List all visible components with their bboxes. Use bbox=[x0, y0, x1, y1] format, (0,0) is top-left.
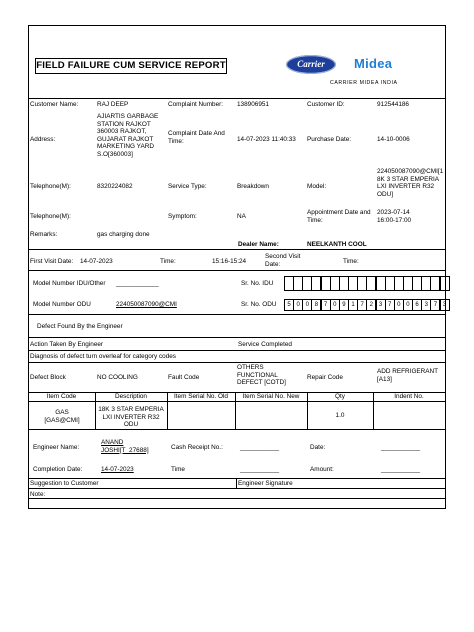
appointment-time: 16:00-17:00 bbox=[377, 217, 412, 224]
action-taken-label: Action Taken By Engineer bbox=[30, 341, 104, 348]
item-description-cell: 18K 3 STAR EMPERIA LXI INVERTER R32 ODU bbox=[98, 406, 164, 429]
divider bbox=[28, 98, 445, 99]
model-value: 224050087090@CMI[1 8K 3 STAR EMPERIA LXI INVERTER R32 ODU] bbox=[377, 168, 444, 198]
date-label: Date: bbox=[310, 444, 326, 451]
purchase-date-value: 14-10-0006 bbox=[377, 136, 410, 143]
sr-odu-digit-cell: 5 bbox=[284, 299, 294, 311]
col-header: Item Code bbox=[46, 393, 77, 400]
engineer-name-label: Engineer Name: bbox=[33, 444, 80, 451]
cash-receipt-label: Cash Receipt No.: bbox=[171, 444, 223, 451]
service-completed-text: Service Completed bbox=[238, 341, 292, 348]
idu-model-label: Model Number IDU/Other bbox=[33, 280, 106, 287]
completion-date-label: Completion Date: bbox=[33, 466, 83, 473]
defect-found-label: Defect Found By the Engineer bbox=[37, 323, 123, 330]
sr-odu-digit-cell: 3 bbox=[440, 299, 450, 311]
fault-code-value: OTHERS FUNCTIONAL DEFECT [COTD] bbox=[237, 364, 286, 387]
sr-idu-label: Sr. No. IDU bbox=[241, 280, 274, 287]
sr-odu-digit-cell: 7 bbox=[321, 299, 331, 311]
symptom-value: NA bbox=[237, 213, 246, 220]
repair-code-value: ADD REFRIGERANT [A13] bbox=[377, 368, 438, 383]
telephone2-label: Telephone(M): bbox=[30, 213, 71, 220]
odu-model-value: 224050087090@CMI bbox=[116, 301, 177, 308]
sr-odu-digit-cell: 9 bbox=[339, 299, 349, 311]
model-label: Model: bbox=[307, 183, 327, 190]
cash-receipt-value: ___________ bbox=[240, 444, 280, 451]
col-header: Description bbox=[115, 393, 147, 400]
idu-model-value: ____________ bbox=[116, 280, 159, 287]
customer-id-label: Customer ID: bbox=[307, 101, 345, 108]
midea-subtitle: CARRIER MIDEA INDIA bbox=[330, 80, 398, 86]
sr-odu-digit-cell: 7 bbox=[357, 299, 367, 311]
remarks-value: gas charging done bbox=[97, 231, 150, 238]
sr-odu-digit-cell: 7 bbox=[430, 299, 440, 311]
sr-odu-digit-cell: 0 bbox=[403, 299, 413, 311]
sr-odu-digit-cell: 3 bbox=[376, 299, 386, 311]
telephone-value: 8320224082 bbox=[97, 183, 133, 190]
second-visit-label: Second Visit Date: bbox=[265, 253, 301, 268]
divider bbox=[28, 337, 445, 338]
time-value: ___________ bbox=[240, 466, 280, 473]
item-code-cell: GAS [GAS@CMI] bbox=[44, 409, 80, 424]
divider bbox=[236, 478, 237, 488]
purchase-date-label: Purchase Date: bbox=[307, 136, 352, 143]
sr-odu-digit-cell: 0 bbox=[394, 299, 404, 311]
col-header: Indent No. bbox=[394, 393, 424, 400]
sr-odu-digit-cell: 6 bbox=[412, 299, 422, 311]
sr-odu-label: Sr. No. ODU bbox=[241, 301, 277, 308]
first-visit-label: First Visit Date: bbox=[30, 258, 74, 265]
second-time-label: Time: bbox=[343, 258, 359, 265]
col-header: Item Serial No. Old bbox=[174, 393, 228, 400]
divider bbox=[28, 362, 445, 363]
amount-value: ___________ bbox=[381, 466, 421, 473]
remarks-label: Remarks: bbox=[30, 231, 58, 238]
defect-block-value: NO COOLING bbox=[97, 374, 138, 381]
sr-odu-digit-cell: 2 bbox=[366, 299, 376, 311]
col-header: Item Serial No. New bbox=[242, 393, 300, 400]
service-type-value: Breakdown bbox=[237, 183, 269, 190]
sr-odu-digit-cell: 3 bbox=[421, 299, 431, 311]
midea-logo: Midea bbox=[354, 56, 393, 71]
sr-odu-digit-cell: 0 bbox=[302, 299, 312, 311]
appointment-date: 2023-07-14 bbox=[377, 209, 410, 216]
appointment-label: Appointment Date and Time: bbox=[307, 209, 371, 224]
sr-idu-digit-cell[interactable] bbox=[440, 276, 450, 291]
repair-code-label: Repair Code bbox=[307, 374, 343, 381]
dealer-name-value: NEELKANTH COOL bbox=[307, 241, 367, 248]
date-value: ___________ bbox=[381, 444, 421, 451]
divider bbox=[28, 350, 445, 351]
address-label: Address: bbox=[30, 136, 56, 143]
fault-code-label: Fault Code bbox=[168, 374, 200, 381]
sr-odu-digit-cell: 0 bbox=[293, 299, 303, 311]
sr-odu-digit-cell: 8 bbox=[311, 299, 321, 311]
item-qty-cell: 1.0 bbox=[335, 412, 345, 419]
complaint-date-label: Complaint Date And Time: bbox=[168, 130, 225, 145]
customer-id-value: 912544186 bbox=[377, 101, 409, 108]
divider bbox=[28, 498, 445, 499]
sr-odu-digit-cell: 7 bbox=[385, 299, 395, 311]
first-visit-value: 14-07-2023 bbox=[80, 258, 113, 265]
engineer-name-value: ANAND JOSHI[T_27688] bbox=[101, 439, 149, 454]
carrier-logo: Carrier bbox=[286, 55, 336, 74]
note-label: Note: bbox=[30, 491, 46, 498]
dealer-name-label: Dealer Name: bbox=[238, 241, 279, 248]
report-title: FIELD FAILURE CUM SERVICE REPORT bbox=[35, 58, 227, 74]
diagnosis-note: Diagnosis of defect turn overleaf for category codes bbox=[30, 353, 176, 360]
items-table bbox=[28, 392, 445, 430]
visit-time-value: 15:16-15:24 bbox=[212, 258, 247, 265]
telephone-label: Telephone(M): bbox=[30, 183, 71, 190]
address-value: AJIARTIS GARBAGE STATION RAJKOT 360003 RAJKOT, GUJARAT RAJKOT MARKETING YARD S.O[360003] bbox=[97, 113, 159, 158]
divider bbox=[28, 249, 445, 250]
complaint-date-value: 14-07-2023 11:40:33 bbox=[237, 136, 296, 143]
divider bbox=[28, 314, 445, 315]
symptom-label: Symptom: bbox=[168, 213, 197, 220]
customer-name-value: RAJ DEEP bbox=[97, 101, 129, 108]
suggestion-label: Suggestion to Customer bbox=[30, 480, 99, 487]
visit-time-label: Time: bbox=[160, 258, 176, 265]
complaint-number-label: Complaint Number: bbox=[168, 101, 224, 108]
complaint-number-value: 138906951 bbox=[237, 101, 269, 108]
divider bbox=[28, 488, 445, 489]
completion-date-value: 14-07-2023 bbox=[101, 466, 134, 473]
customer-name-label: Customer Name: bbox=[30, 101, 79, 108]
sr-odu-digit-cell: 0 bbox=[330, 299, 340, 311]
defect-block-label: Defect Block bbox=[30, 374, 66, 381]
service-type-label: Service Type: bbox=[168, 183, 207, 190]
col-header: Qty bbox=[335, 393, 345, 400]
sr-odu-digit-cell: 1 bbox=[348, 299, 358, 311]
odu-model-label: Model Number ODU bbox=[33, 301, 91, 308]
engineer-signature-label: Engineer Signature bbox=[238, 480, 293, 487]
time-label: Time bbox=[171, 466, 185, 473]
amount-label: Amount: bbox=[310, 466, 334, 473]
divider bbox=[28, 270, 445, 271]
